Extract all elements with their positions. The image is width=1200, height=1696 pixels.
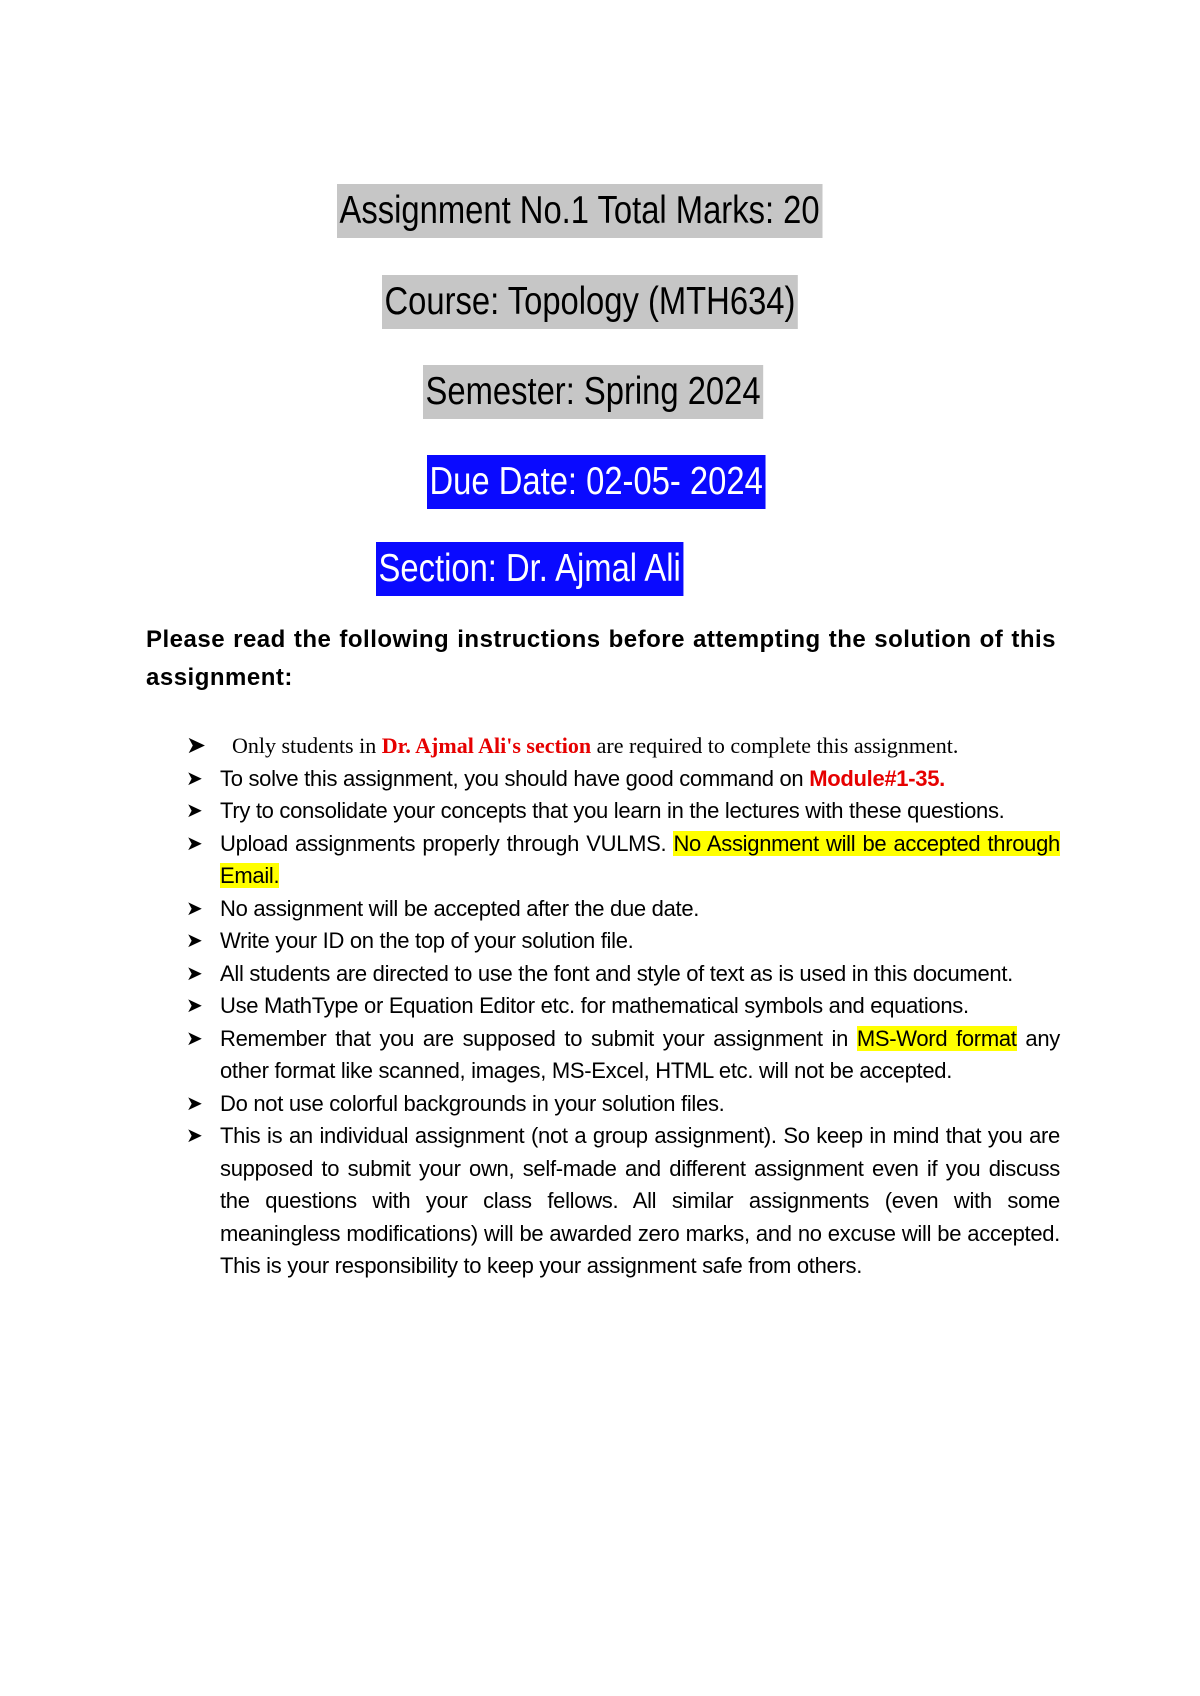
list-item bbox=[0, 730, 1060, 763]
list-item-text: Upload assignments properly through VULMS. bbox=[220, 830, 674, 856]
section-line bbox=[376, 542, 683, 596]
arrowhead-bullet-icon: ➤ bbox=[186, 832, 203, 855]
course-text: Course: Topology (MTH634) bbox=[382, 275, 798, 329]
semester-text: Semester: Spring 2024 bbox=[423, 365, 763, 419]
list-item bbox=[0, 1088, 1060, 1121]
assignment-title-text: Assignment No.1 Total Marks: 20 bbox=[337, 184, 822, 238]
list-item-text: All students are directed to use the font and style of text as is used in this document. bbox=[220, 960, 1013, 986]
list-item bbox=[0, 958, 1060, 991]
arrowhead-bullet-icon: ➤ bbox=[186, 995, 203, 1017]
arrowhead-bullet-icon: ➤ bbox=[186, 800, 203, 822]
list-item-text: Try to consolidate your concepts that you learn in the lectures with these questions. bbox=[220, 798, 1005, 823]
list-item-text: This is an individual assignment (not a group assignment). So keep in mind that you are supposed to submit your own, self-made and different assignment even if you discuss the questions with your class fellows. All similar assignments (even with some meaningless modifications) will be awarded zero marks, and no excuse will be accepted. This is your responsibility to keep your assignment safe from others. bbox=[220, 1123, 1060, 1278]
arrowhead-bullet-icon: ➤ bbox=[186, 733, 207, 759]
semester-line bbox=[423, 365, 763, 419]
due-date-text: Due Date: 02-05- 2024 bbox=[427, 455, 765, 509]
list-item bbox=[0, 795, 1060, 828]
arrowhead-bullet-icon: ➤ bbox=[186, 767, 203, 790]
instructions-intro: Please read the following instructions before attempting the solution of this assignment: bbox=[146, 626, 1056, 691]
section-text: Section: Dr. Ajmal Ali bbox=[376, 542, 683, 596]
list-item bbox=[0, 1120, 1060, 1283]
due-date-line bbox=[427, 455, 765, 509]
list-item-text: No assignment will be accepted after the due date. bbox=[220, 895, 700, 921]
assignment-title bbox=[337, 184, 822, 238]
list-item bbox=[0, 763, 1060, 796]
list-item-text: Remember that you are supposed to submit your assignment in bbox=[220, 1025, 857, 1051]
arrowhead-bullet-icon: ➤ bbox=[186, 962, 203, 985]
list-item-text: Write your ID on the top of your solution file. bbox=[220, 928, 634, 953]
list-item-text: are required to complete this assignment. bbox=[591, 733, 959, 758]
list-item-text: Do not use colorful backgrounds in your solution files. bbox=[220, 1090, 725, 1116]
highlighted-format-text: MS-Word format bbox=[856, 1025, 1017, 1051]
course-line bbox=[382, 275, 798, 329]
list-item-text: any other format like scanned, images, MS-Excel, HTML etc. will not be accepted. bbox=[220, 1025, 1060, 1083]
list-item-text: To solve this assignment, you should have good command on bbox=[220, 765, 810, 791]
list-item bbox=[0, 828, 1060, 893]
arrowhead-bullet-icon: ➤ bbox=[186, 897, 203, 920]
arrowhead-bullet-icon: ➤ bbox=[186, 1027, 203, 1050]
highlighted-section-text: Dr. Ajmal Ali's section bbox=[381, 733, 592, 758]
highlighted-warning-text: No Assignment will be accepted through Email. bbox=[220, 830, 1060, 888]
list-item bbox=[0, 990, 1060, 1023]
list-item bbox=[0, 925, 1060, 958]
arrowhead-bullet-icon: ➤ bbox=[186, 930, 203, 952]
arrowhead-bullet-icon: ➤ bbox=[186, 1092, 203, 1115]
module-range-text: Module#1-35. bbox=[809, 765, 945, 791]
list-item bbox=[0, 893, 1060, 926]
list-item-text: Only students in bbox=[232, 733, 382, 758]
list-item-text: Use MathType or Equation Editor etc. for mathematical symbols and equations. bbox=[220, 993, 969, 1018]
instructions-list bbox=[0, 730, 1200, 1283]
list-item bbox=[0, 1023, 1060, 1088]
arrowhead-bullet-icon: ➤ bbox=[186, 1125, 203, 1147]
